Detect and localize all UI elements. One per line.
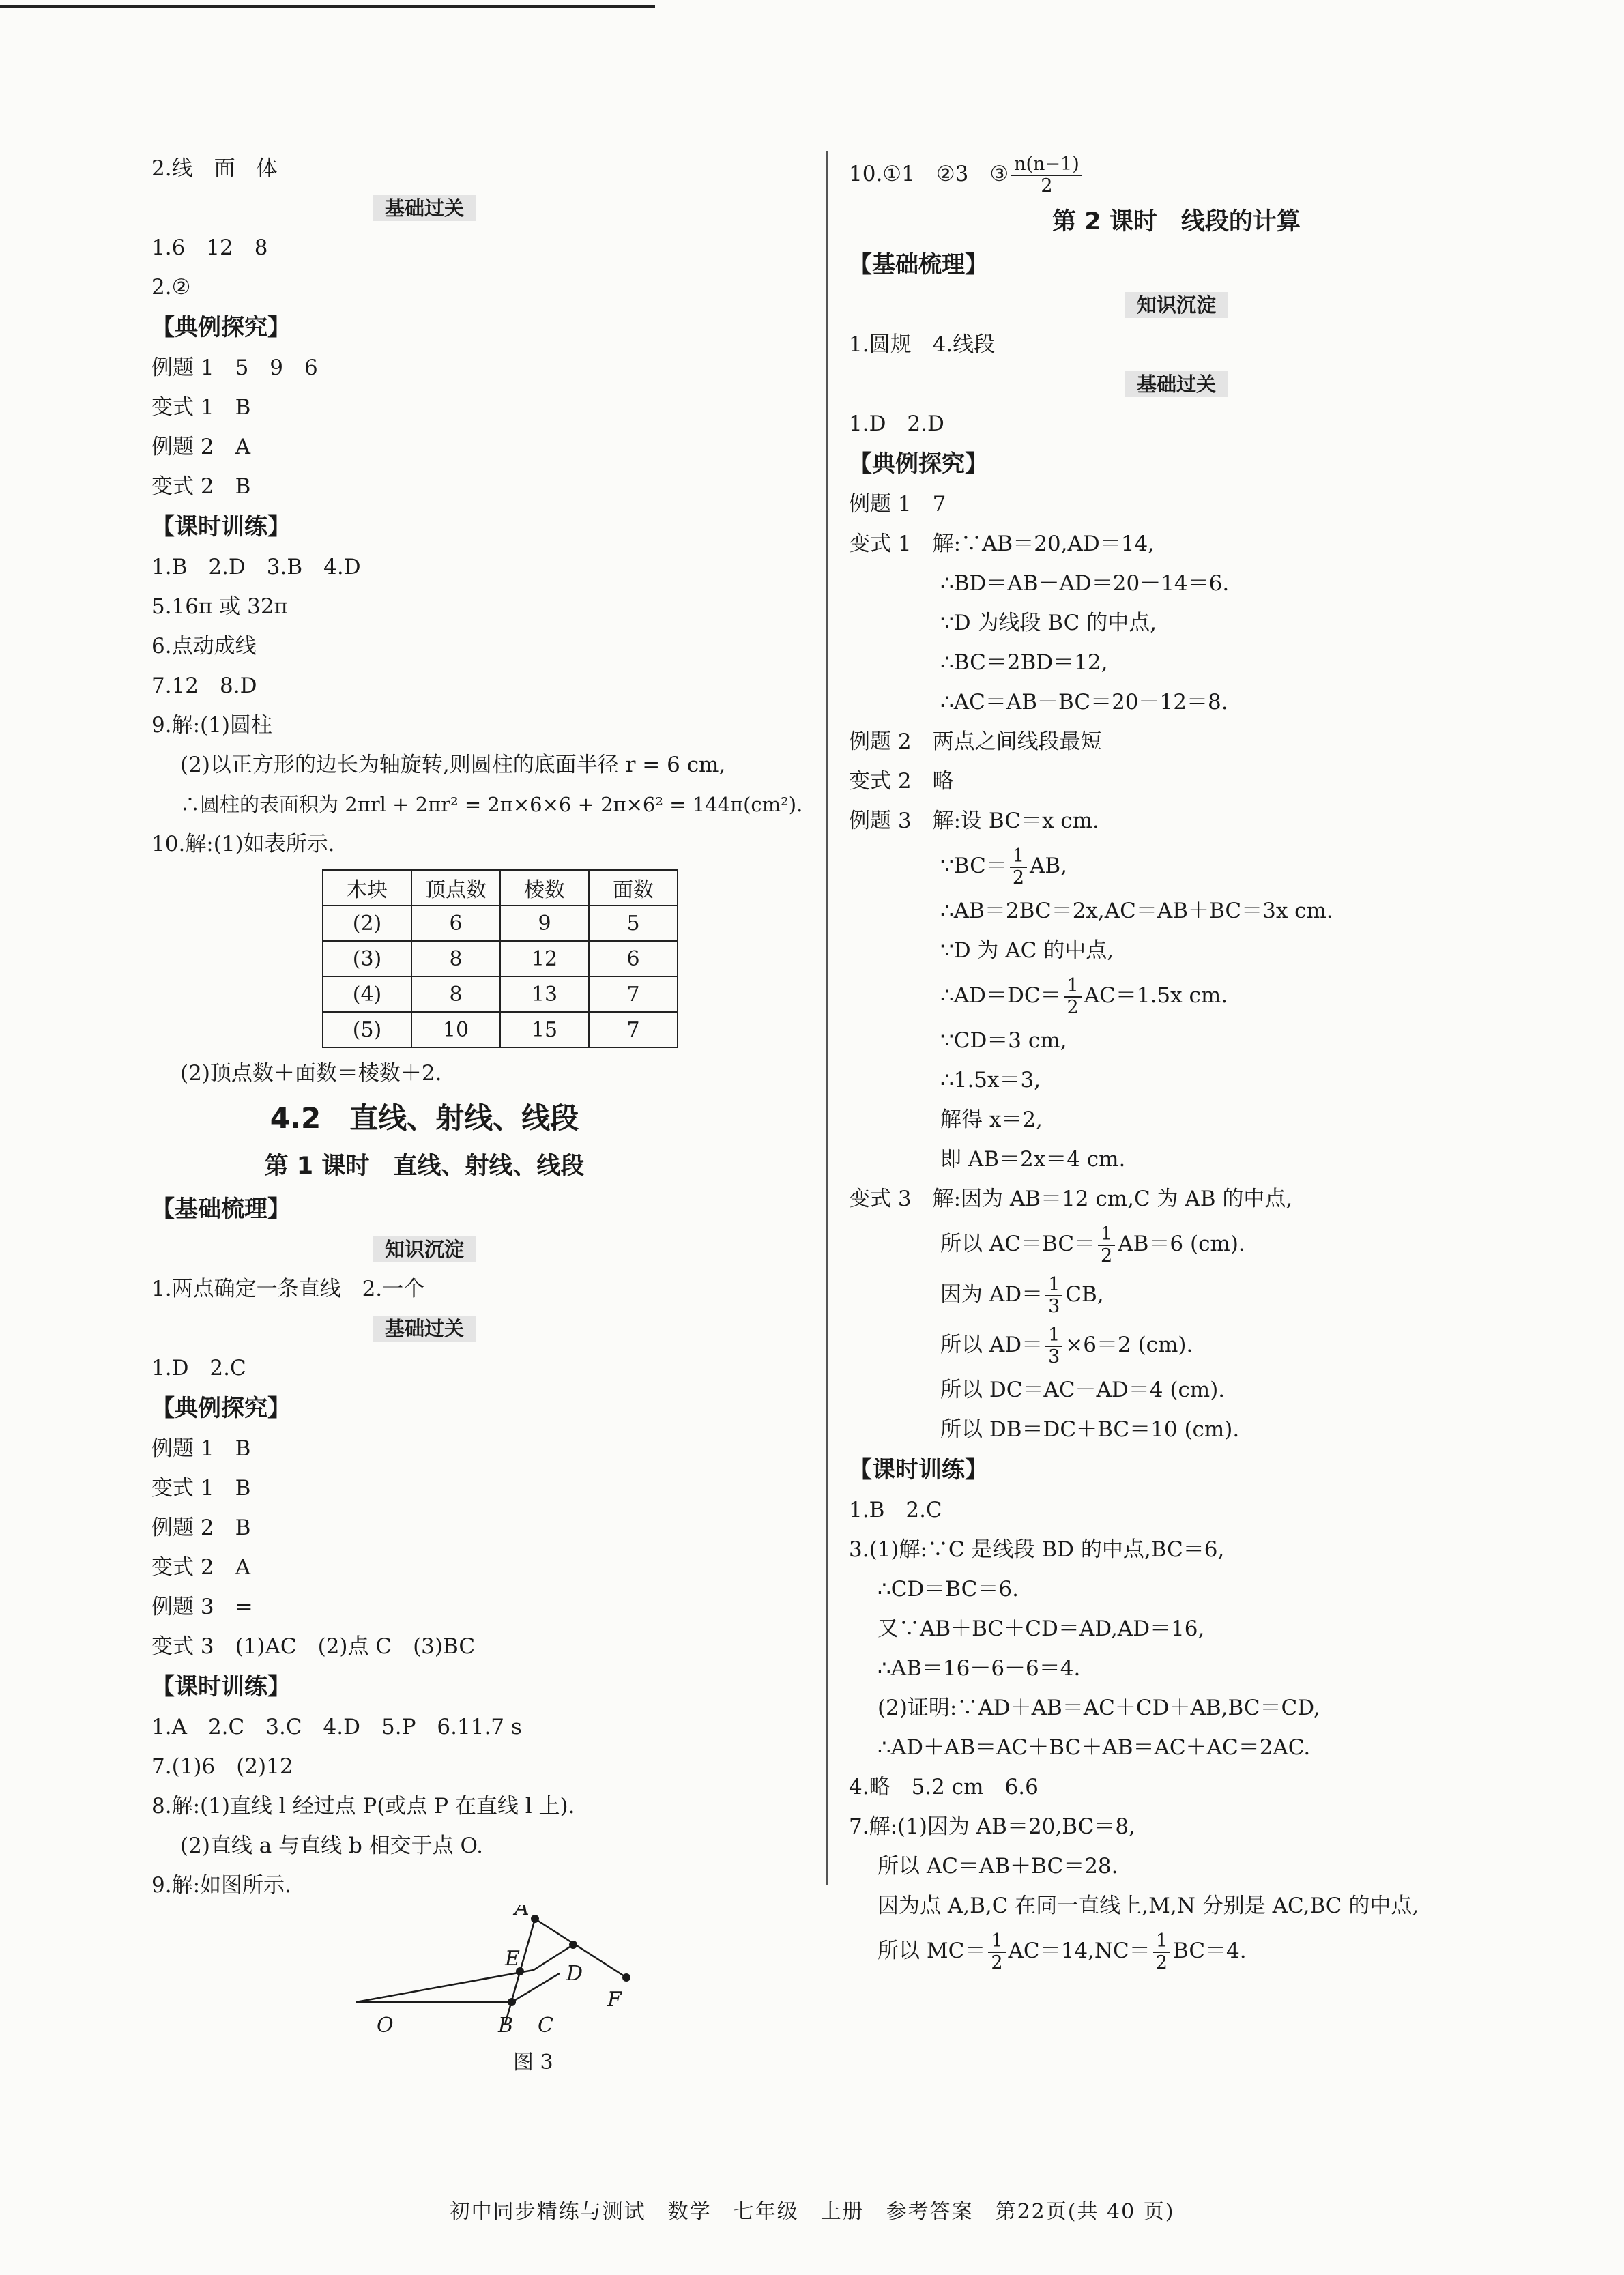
fraction: $\frac{1}{2}$ [1098,1224,1115,1266]
answer-line: ∴AD＝DC＝ $\frac{1}{2}$ AC＝1.5x cm. [940,974,1228,1018]
answer-line: ∵BC＝ $\frac{1}{2}$ AB, [940,845,1068,888]
table-header: 棱数 [500,870,589,905]
answer-line: 所以 DB＝DC＋BC＝10 (cm). [940,1417,1240,1442]
answer-line: 例题 1 B [151,1436,251,1461]
answer-line: 例题 2 A [151,435,250,459]
answer-line: 9.解:(1)圆柱 [151,713,272,738]
point-label-c: C [538,2014,553,2038]
answer-line: 1.D 2.D [849,411,944,436]
answer-line: 例题 1 7 [849,492,946,517]
table-cell: 7 [589,1012,678,1047]
answer-line: 变式 3 (1)AC (2)点 C (3)BC [151,1634,476,1659]
figure-caption: 图 3 [513,2051,553,2074]
answer-line: ∵CD＝3 cm, [940,1028,1067,1053]
answer-line: ∵D 为线段 BC 的中点, [940,611,1157,635]
answer-line: 7.(1)6 (2)12 [151,1754,293,1779]
answer-line: 7.解:(1)因为 AB＝20,BC＝8, [849,1814,1135,1839]
section-heading: 【典例探究】 [151,1395,291,1422]
answer-line: 1.B 2.C [849,1498,942,1522]
answer-line: 9.解:如图所示. [151,1873,291,1898]
answer-line: 1.两点确定一条直线 2.一个 [151,1277,425,1301]
answer-line: ∴1.5x＝3, [940,1068,1041,1092]
answer-line: ∴BC＝2BD＝12, [940,650,1108,675]
table-cell: 10 [411,1012,500,1047]
answer-line: 6.点动成线 [151,634,257,658]
answer-line: ∴AB＝2BC＝2x,AC＝AB＋BC＝3x cm. [940,899,1333,923]
subheading: 基础过关 [151,1309,697,1348]
subheading: 基础过关 [849,364,1504,404]
geometry-figure [151,1905,697,2076]
table-cell: 5 [589,905,678,941]
section-heading: 【基础梳理】 [849,251,988,278]
table-cell: 8 [411,976,500,1012]
answer-line: 例题 2 B [151,1516,251,1540]
answer-line: ∵D 为 AC 的中点, [940,938,1114,963]
answer-line: (2)直线 a 与直线 b 相交于点 O. [180,1834,483,1858]
table-header: 顶点数 [411,870,500,905]
answer-line: 因为 AD＝ $\frac{1}{3}$ CB, [940,1273,1104,1317]
answer-line: 所以 AD＝ $\frac{1}{3}$ ×6＝2 (cm). [940,1324,1193,1367]
answer-line: ∴AD＋AB＝AC＋BC＋AB＝AC＋AC＝2AC. [878,1735,1311,1760]
section-heading: 【典例探究】 [151,314,291,341]
subheading: 基础过关 [151,188,697,228]
table-row [323,941,678,976]
section-title: 4.2 直线、射线、线段 [270,1101,579,1135]
table-cell: 15 [500,1012,589,1047]
answer-line: ∴AB＝16－6－6＝4. [878,1656,1081,1681]
answer-line: 1.D 2.C [151,1356,246,1380]
figure-3-drawing [151,1905,697,2076]
fraction: $\frac{1}{2}$ [1153,1931,1170,1973]
answer-line: 例题 2 两点之间线段最短 [849,729,1102,754]
table-cell: 7 [589,976,678,1012]
answer-line: 例题 1 5 9 6 [151,356,318,380]
subheading: 知识沉淀 [849,285,1504,325]
left-column [151,149,803,2076]
answer-line: 解得 x＝2, [940,1107,1043,1132]
fraction: $\frac{n(n-1)}{2}$ [1011,154,1082,197]
polyhedron-table [322,869,678,1048]
answer-line: ∴圆柱的表面积为 2πrl + 2πr² = 2π×6×6 + 2π×6² = 144π(cm²). [180,793,803,816]
fraction: $\frac{1}{2}$ [1010,846,1027,888]
fraction: $\frac{1}{3}$ [1045,1325,1062,1367]
answer-line: 变式 2 A [151,1555,250,1580]
answer-line: (2)顶点数＋面数＝棱数＋2. [180,1061,442,1086]
answer-line: 例题 3 解:设 BC＝x cm. [849,809,1099,833]
lesson-title: 第 2 课时 线段的计算 [1052,208,1301,235]
point-label-e: E [505,1947,520,1971]
column-divider [826,151,828,1885]
answer-line: 10.①1 ②3 ③ $\frac{n(n-1)}{2}$ [849,149,1504,199]
lesson-title: 第 1 课时 直线、射线、线段 [264,1153,585,1180]
table-header-row [323,870,678,905]
answer-line: (2)证明:∵AD＋AB＝AC＋CD＋AB,BC＝CD, [878,1696,1320,1720]
table-cell: 6 [589,941,678,976]
table-row [323,976,678,1012]
answer-line: 1.A 2.C 3.C 4.D 5.P 6.11.7 s [151,1715,522,1739]
answer-line: 变式 1 B [151,1476,251,1501]
fraction: $\frac{1}{3}$ [1045,1275,1062,1317]
answer-line: 5.16π 或 32π [151,594,288,619]
answer-line: 因为点 A,B,C 在同一直线上,M,N 分别是 AC,BC 的中点, [878,1894,1419,1918]
point-label-b: B [498,2014,514,2038]
table-cell: (4) [323,976,411,1012]
table-cell: 13 [500,976,589,1012]
fraction: $\frac{1}{2}$ [1064,976,1082,1018]
table-cell: (5) [323,1012,411,1047]
answer-line: ∴BD＝AB－AD＝20－14＝6. [940,571,1230,596]
answer-line: 变式 2 B [151,474,251,499]
table-row [323,1012,678,1047]
answer-line: (2)以正方形的边长为轴旋转,则圆柱的底面半径 r = 6 cm, [180,753,726,777]
point-label-a: A [514,1905,530,1920]
table-cell: 12 [500,941,589,976]
answer-line: 1.B 2.D 3.B 4.D [151,555,361,579]
section-heading: 【课时训练】 [849,1456,988,1483]
table-cell: 9 [500,905,589,941]
table-cell: (2) [323,905,411,941]
section-heading: 【基础梳理】 [151,1196,291,1223]
point-label-d: D [566,1962,583,1986]
table-cell: 8 [411,941,500,976]
answer-line: 2.线 面 体 [151,156,278,181]
answer-line: 所以 AC＝BC＝ $\frac{1}{2}$ AB＝6 (cm). [940,1223,1245,1266]
subheading: 知识沉淀 [151,1230,697,1269]
answer-line: 所以 AC＝AB＋BC＝28. [878,1854,1118,1879]
table-cell: (3) [323,941,411,976]
answer-line: 10.解:(1)如表所示. [151,832,335,856]
answer-line: 变式 2 略 [849,769,954,794]
table-header: 面数 [589,870,678,905]
section-heading: 【课时训练】 [151,1673,291,1700]
answer-line: 又∵AB＋BC＋CD＝AD,AD＝16, [878,1617,1205,1641]
answer-line: ∴AC＝AB－BC＝20－12＝8. [940,690,1228,714]
answer-line: 变式 1 解:∵AB＝20,AD＝14, [849,532,1155,556]
point-label-f: F [607,1988,622,2012]
top-rule [0,5,655,8]
answer-line: 所以 MC＝ $\frac{1}{2}$ AC＝14,NC＝ $\frac{1}{2}$ BC＝4. [878,1930,1247,1973]
section-heading: 【课时训练】 [151,513,291,540]
answer-line: 变式 1 B [151,395,251,420]
answer-line: 所以 DC＝AC－AD＝4 (cm). [940,1378,1226,1402]
answer-line: 1.圆规 4.线段 [849,332,996,357]
section-heading: 【典例探究】 [849,450,988,478]
table-cell: 6 [411,905,500,941]
answer-line: 即 AB＝2x＝4 cm. [940,1147,1126,1172]
answer-line: 2.② [151,275,191,300]
page-footer: 初中同步精练与测试 数学 七年级 上册 参考答案 第22页(共 40 页) [449,2200,1175,2224]
answer-line: 1.6 12 8 [151,235,268,260]
answer-line: 4.略 5.2 cm 6.6 [849,1775,1039,1799]
answer-line: 变式 3 解:因为 AB＝12 cm,C 为 AB 的中点, [849,1187,1293,1211]
answer-line: 例题 3 = [151,1595,253,1619]
table-row [323,905,678,941]
table-header: 木块 [323,870,411,905]
answer-line: 3.(1)解:∵C 是线段 BD 的中点,BC＝6, [849,1537,1225,1562]
fraction: $\frac{1}{2}$ [988,1931,1005,1973]
answer-line: 8.解:(1)直线 l 经过点 P(或点 P 在直线 l 上). [151,1794,575,1818]
right-column [849,149,1504,1976]
answer-line: 7.12 8.D [151,673,257,698]
answer-line: ∴CD＝BC＝6. [878,1577,1019,1602]
point-label-o: O [377,2014,394,2038]
